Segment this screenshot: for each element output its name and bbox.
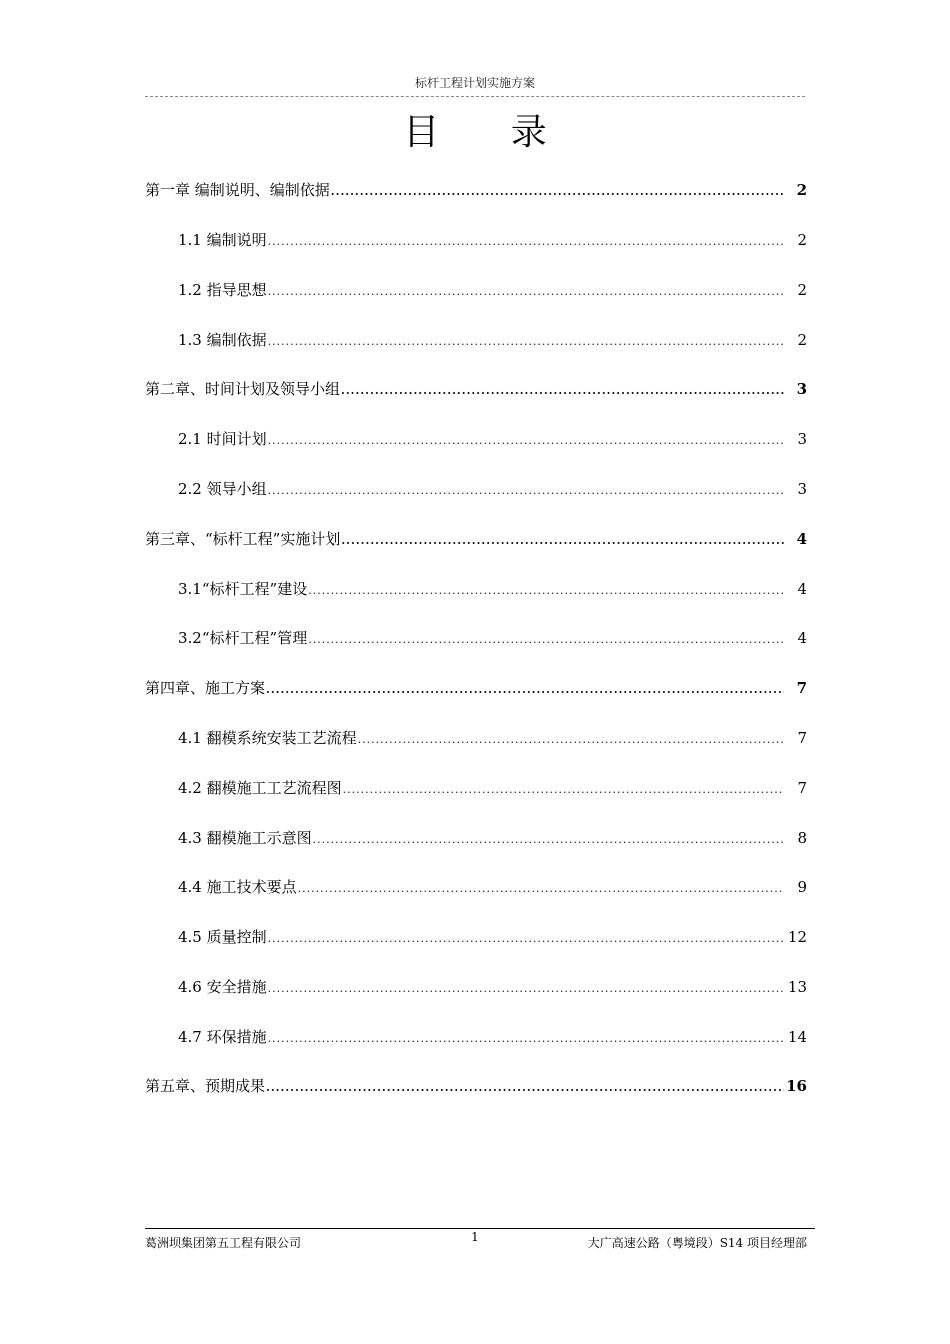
toc-page-number: 7	[797, 729, 807, 747]
toc-leader-dots	[313, 828, 784, 852]
footer-project: 大广高速公路（粤境段）S14 项目经理部	[587, 1236, 807, 1250]
toc-entry-section-4-4[interactable]	[178, 875, 807, 899]
toc-page-number: 7	[797, 779, 807, 797]
toc-page-number: 9	[797, 878, 807, 896]
toc-leader-dots	[266, 678, 784, 702]
toc-leader-dots	[268, 479, 784, 503]
toc-leader-dots	[268, 280, 784, 304]
toc-entry-label: 第三章、“标杆工程”实施计划	[145, 530, 341, 548]
toc-entry-chapter-5[interactable]	[145, 1074, 807, 1098]
toc-entry-label: 3.1“标杆工程”建设	[178, 580, 308, 598]
toc-entry-label: 2.2 领导小组	[178, 480, 267, 498]
toc-entry-label: 4.3 翻模施工示意图	[178, 829, 312, 847]
toc-entry-label: 4.1 翻模系统安装工艺流程	[178, 729, 357, 747]
toc-entry-label: 4.5 质量控制	[178, 928, 267, 946]
toc-page-number: 14	[787, 1028, 807, 1046]
toc-leader-dots	[308, 628, 784, 652]
toc-page-number: 16	[786, 1077, 807, 1095]
toc-page-number: 3	[796, 380, 807, 398]
toc-leader-dots	[298, 877, 784, 901]
toc-leader-dots	[268, 330, 784, 354]
toc-leader-dots	[308, 579, 784, 603]
toc-entry-label: 2.1 时间计划	[178, 430, 267, 448]
toc-page-number: 4	[796, 530, 807, 548]
toc-leader-dots	[268, 429, 784, 453]
toc-page-number: 4	[797, 629, 807, 647]
toc-entry-section-3-1[interactable]	[178, 577, 807, 601]
toc-entry-section-4-3[interactable]	[178, 826, 807, 850]
toc-leader-dots	[268, 230, 784, 254]
toc-entry-label: 第一章 编制说明、编制依据	[145, 181, 330, 199]
toc-leader-dots	[331, 180, 784, 204]
toc-page-number: 2	[797, 281, 807, 299]
footer-company: 葛洲坝集团第五工程有限公司	[145, 1236, 302, 1250]
toc-leader-dots	[341, 379, 784, 403]
toc-page-number: 3	[797, 480, 807, 498]
toc-entry-section-2-1[interactable]	[178, 427, 807, 451]
toc-entry-chapter-4[interactable]	[145, 676, 807, 700]
toc-leader-dots	[358, 728, 784, 752]
toc-entry-section-1-3[interactable]	[178, 328, 807, 352]
toc-page-number: 3	[797, 430, 807, 448]
toc-entry-section-4-5[interactable]	[178, 925, 807, 949]
toc-entry-section-4-2[interactable]	[178, 776, 807, 800]
toc-entry-section-1-2[interactable]	[178, 278, 807, 302]
toc-leader-dots	[343, 778, 784, 802]
toc-entry-label: 第五章、预期成果	[145, 1077, 266, 1095]
toc-leader-dots	[268, 977, 784, 1001]
footer-page-number: 1	[471, 1230, 479, 1244]
toc-entry-label: 第四章、施工方案	[145, 679, 266, 697]
footer-divider	[145, 1228, 815, 1229]
toc-entry-section-4-1[interactable]	[178, 726, 807, 750]
toc-entry-label: 第二章、时间计划及领导小组	[145, 380, 341, 398]
toc-page-number: 4	[797, 580, 807, 598]
toc-page-number: 2	[797, 331, 807, 349]
toc-entry-chapter-3[interactable]	[145, 527, 807, 551]
toc-page-number: 12	[787, 928, 807, 946]
toc-page-number: 2	[797, 231, 807, 249]
toc-title: 目 录	[403, 112, 577, 153]
toc-entry-section-4-6[interactable]	[178, 975, 807, 999]
toc-leader-dots	[266, 1076, 784, 1100]
toc-entry-label: 4.6 安全措施	[178, 978, 267, 996]
toc-entry-label: 4.7 环保措施	[178, 1028, 267, 1046]
toc-entry-section-1-1[interactable]	[178, 228, 807, 252]
toc-page-number: 2	[796, 181, 807, 199]
toc-entry-label: 1.1 编制说明	[178, 231, 267, 249]
toc-entry-label: 3.2“标杆工程”管理	[178, 629, 308, 647]
toc-entry-label: 1.3 编制依据	[178, 331, 267, 349]
toc-page-number: 13	[787, 978, 807, 996]
toc-entry-label: 4.4 施工技术要点	[178, 878, 297, 896]
toc-page-number: 7	[796, 679, 807, 697]
toc-leader-dots	[268, 1027, 784, 1051]
toc-page-number: 8	[797, 829, 807, 847]
toc-entry-label: 4.2 翻模施工工艺流程图	[178, 779, 342, 797]
running-header: 标杆工程计划实施方案	[414, 76, 535, 90]
toc-entry-chapter-2[interactable]	[145, 377, 807, 401]
toc-entry-label: 1.2 指导思想	[178, 281, 267, 299]
toc-entry-section-3-2[interactable]	[178, 626, 807, 650]
toc-leader-dots	[268, 927, 784, 951]
toc-entry-section-2-2[interactable]	[178, 477, 807, 501]
toc-entry-section-4-7[interactable]	[178, 1025, 807, 1049]
toc-leader-dots	[341, 529, 784, 553]
toc-entry-chapter-1[interactable]	[145, 178, 807, 202]
